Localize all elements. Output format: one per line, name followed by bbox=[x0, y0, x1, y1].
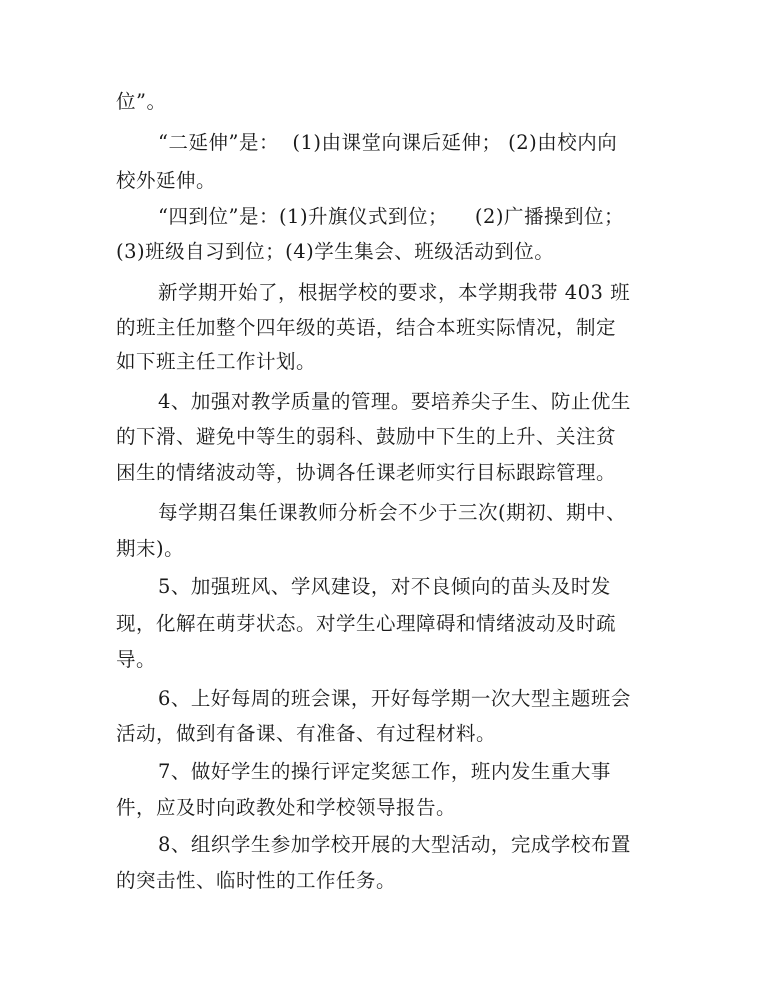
text-line: 7、做好学生的操行评定奖惩工作，班内发生重大事 bbox=[158, 760, 611, 783]
text-line: 的突击性、临时性的工作任务。 bbox=[116, 869, 397, 892]
text-line: 新学期开始了，根据学校的要求，本学期我带 403 班 bbox=[158, 281, 631, 304]
text-line: 件，应及时向政教处和学校领导报告。 bbox=[116, 796, 457, 819]
text-line: 活动，做到有备课、有准备、有过程材料。 bbox=[116, 722, 497, 745]
text-line: 困生的情绪波动等，协调各任课老师实行目标跟踪管理。 bbox=[116, 461, 617, 484]
text-line: 现，化解在萌芽状态。对学生心理障碍和情绪波动及时疏 bbox=[116, 612, 617, 635]
text-line: 5、加强班风、学风建设，对不良倾向的苗头及时发 bbox=[158, 575, 611, 598]
text-line: 的下滑、避免中等生的弱科、鼓励中下生的上升、关注贫 bbox=[116, 425, 617, 448]
text-line: 6、上好每周的班会课，开好每学期一次大型主题班会 bbox=[158, 687, 631, 710]
text-line: 导。 bbox=[116, 648, 157, 671]
text-line: “二延伸”是： (1)由课堂向课后延伸； (2)由校内向 bbox=[158, 131, 618, 154]
text-line: 位”。 bbox=[116, 90, 167, 113]
text-line: 的班主任加整个四年级的英语，结合本班实际情况，制定 bbox=[116, 316, 617, 339]
text-line: 校外延伸。 bbox=[116, 169, 217, 192]
text-line: 每学期召集任课教师分析会不少于三次(期初、期中、 bbox=[158, 501, 627, 524]
text-line: 如下班主任工作计划。 bbox=[116, 350, 317, 373]
text-line: 4、加强对教学质量的管理。要培养尖子生、防止优生 bbox=[158, 390, 631, 413]
text-line: 期末)。 bbox=[116, 537, 185, 560]
text-line: “四到位”是：(1)升旗仪式到位； (2)广播操到位； bbox=[158, 205, 624, 228]
text-line: (3)班级自习到位；(4)学生集会、班级活动到位。 bbox=[116, 240, 555, 263]
text-line: 8、组织学生参加学校开展的大型活动，完成学校布置 bbox=[158, 833, 631, 856]
